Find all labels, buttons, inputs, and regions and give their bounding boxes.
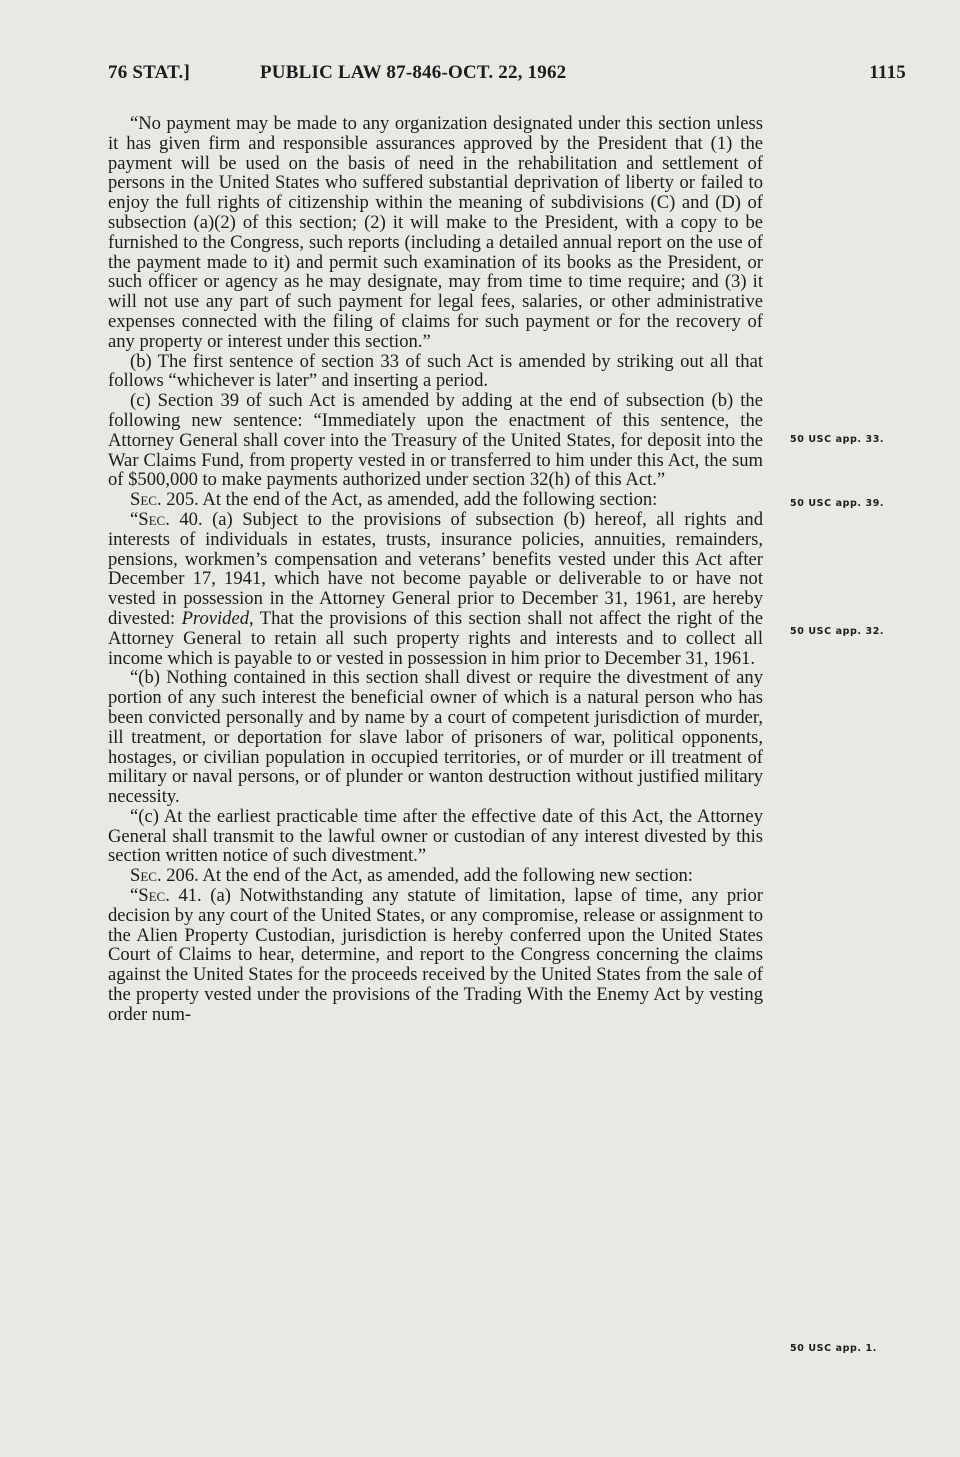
paragraph-sec-40-b: “(b) Nothing contained in this section shall divest or require the divestment of any portion of any such interest the beneficial owner of which is a natural person who has been convicted personally and by name by a court of competent jurisdiction of murder, ill treatment, or deportation for slave labor of prisoners of war, political opponents, hostages, or civilian population in occupied territories, or of murder or ill treatment of military or naval persons, or of plunder or wanton destruction without justified military necessity. <box>108 667 763 808</box>
paragraph-payment-assurances: “No payment may be made to any organization designated under this section unless it has given firm and responsible assurances approved by the President that (1) the payment will be used on the basis of need in the rehabilitation and settlement of persons in the United States who suffered substantial deprivation of liberty or failed to enjoy the full rights of citizenship within the meaning of subdivisions (C) and (D) of subsection (a)(2) of this section; (2) it will make to the President, with a copy to be furnished to the Congress, such reports (including a detailed annual report on the use of the payment made to it) and permit such examination of its books as the President, or such officer or agency as he may designate, may from time to time require; and (3) it will not use any part of such payment for legal fees, salaries, or other administrative expenses connected with the filing of claims for such payment or for the recovery of any property or interest under this section.” <box>108 113 763 352</box>
paragraph-sec-40-c: “(c) At the earliest practicable time after the effective date of this Act, the Attorney General shall transmit to the lawful owner or custodian of any interest divested by this section written notice of such divestment.” <box>108 805 763 867</box>
margin-citation: 50 USC app. 39. <box>790 498 885 509</box>
paragraph-sec-41-a: “Sec. 41. (a) Notwithstanding any statute of limitation, lapse of time, any prior decision by any court of the United States, or any compromise, release or assignment to the Alien Property Custodian, jurisdiction is hereby conferred upon the United States Court of Claims to hear, determine, and report to the Congress concerning the claims against the United States for the proceeds received by the United States from the sale of the property vested under the provisions of the Trading With the Enemy Act by vesting order num- <box>108 885 763 1025</box>
paragraph-sec-206: Sec. 206. At the end of the Act, as amended, add the following new section: <box>130 865 693 887</box>
paragraph-c-section-39: (c) Section 39 of such Act is amended by adding at the end of subsection (b) the following new sentence: “Immediately upon the enactment of this sentence, the Attorney General shall cover into the Treasury of the United States, for deposit into the War Claims Fund, from property vested in or transferred to him under this Act, the sum of $500,000 to make payments authorized under section 32(h) of this Act.” <box>108 390 763 491</box>
margin-citation: 50 USC app. 1. <box>790 1343 877 1354</box>
paragraph-sec-205: Sec. 205. At the end of the Act, as amended, add the following section: <box>130 489 658 511</box>
margin-citation: 50 USC app. 33. <box>790 434 885 445</box>
paragraph-b-section-33: (b) The first sentence of section 33 of such Act is amended by striking out all that follows “whichever is later” and inserting a period. <box>108 350 763 392</box>
statute-volume: 76 STAT.] <box>108 62 191 83</box>
margin-citation: 50 USC app. 32. <box>790 626 885 637</box>
running-header <box>108 62 906 92</box>
body-text <box>108 114 763 1025</box>
law-title: PUBLIC LAW 87-846-OCT. 22, 1962 <box>260 62 567 83</box>
paragraph-sec-40-a: “Sec. 40. (a) Subject to the provisions of subsection (b) hereof, all rights and interests of individuals in estates, trusts, insurance policies, annuities, remainders, pensions, workmen’s compensation and veterans’ benefits vested under this Act after December 17, 1941, which have not become payable or deliverable to or have not vested in possession in the Attorney General prior to December 31, 1961, are hereby divested: Provided, That the provisions of this section shall not affect the right of the Attorney General to retain all such property rights and interests and to collect all income which is payable to or vested in possession in him prior to December 31, 1961. <box>108 508 763 669</box>
page-number: 1115 <box>869 62 906 83</box>
